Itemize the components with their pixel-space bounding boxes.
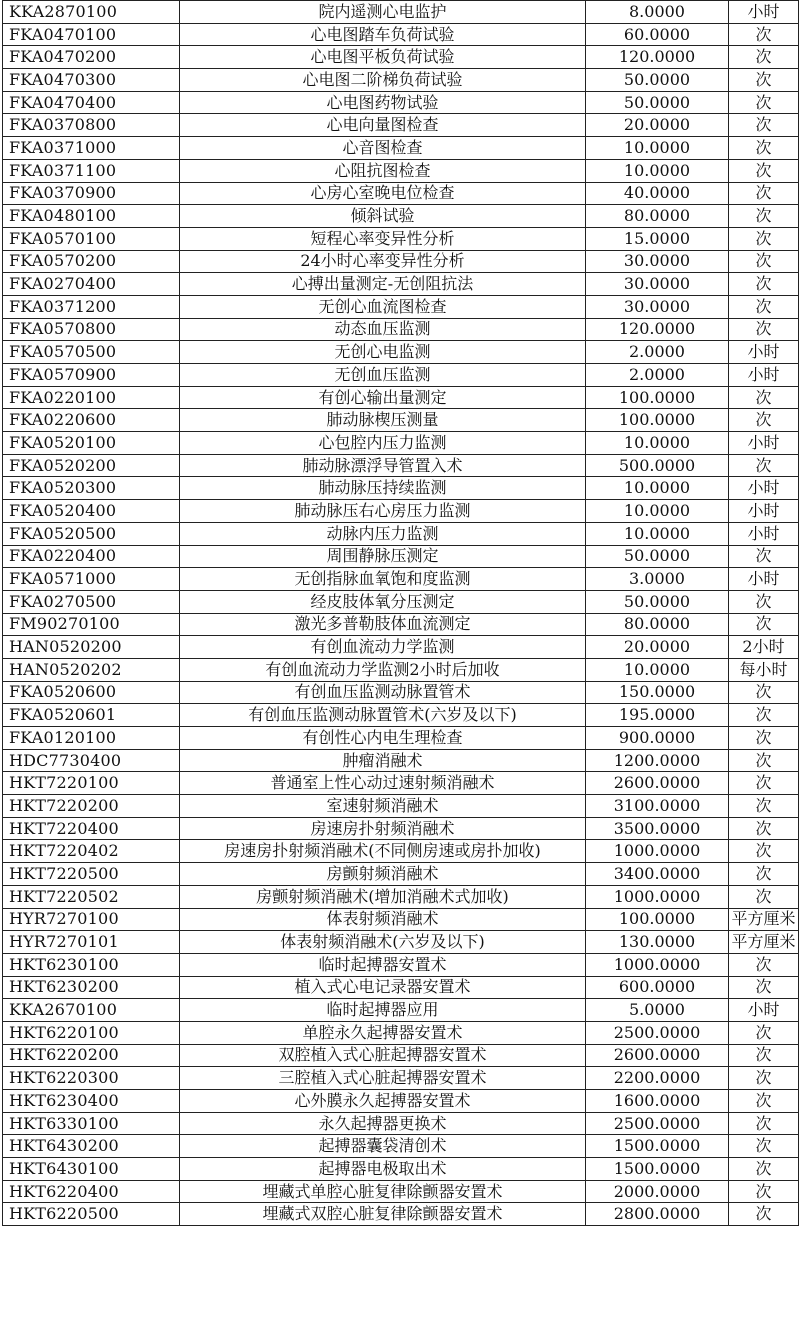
item-code-cell: FKA0370800 bbox=[3, 114, 180, 137]
table-row bbox=[3, 23, 799, 46]
item-code-cell: FKA0520200 bbox=[3, 454, 180, 477]
item-code-cell: FKA0570800 bbox=[3, 318, 180, 341]
item-code-cell: HYR7270100 bbox=[3, 908, 180, 931]
item-price-cell: 2.0000 bbox=[586, 364, 729, 387]
item-unit-cell: 2小时 bbox=[729, 636, 799, 659]
item-price-cell: 1000.0000 bbox=[586, 840, 729, 863]
item-unit-cell: 小时 bbox=[729, 1, 799, 24]
item-price-cell: 10.0000 bbox=[586, 477, 729, 500]
item-code-cell: HKT6430200 bbox=[3, 1135, 180, 1158]
table-row bbox=[3, 1021, 799, 1044]
item-price-cell: 10.0000 bbox=[586, 500, 729, 523]
item-price-cell: 30.0000 bbox=[586, 295, 729, 318]
item-unit-cell: 小时 bbox=[729, 500, 799, 523]
item-name-cell: 无创指脉血氧饱和度监测 bbox=[180, 568, 586, 591]
item-unit-cell: 次 bbox=[729, 159, 799, 182]
item-price-cell: 2500.0000 bbox=[586, 1112, 729, 1135]
item-unit-cell: 小时 bbox=[729, 568, 799, 591]
item-name-cell: 心音图检查 bbox=[180, 137, 586, 160]
item-name-cell: 倾斜试验 bbox=[180, 205, 586, 228]
item-code-cell: KKA2870100 bbox=[3, 1, 180, 24]
item-unit-cell: 次 bbox=[729, 953, 799, 976]
item-code-cell: HKT6220100 bbox=[3, 1021, 180, 1044]
item-unit-cell: 平方厘米 bbox=[729, 908, 799, 931]
item-unit-cell: 次 bbox=[729, 885, 799, 908]
fee-table bbox=[2, 0, 799, 1226]
table-row bbox=[3, 137, 799, 160]
item-price-cell: 2000.0000 bbox=[586, 1180, 729, 1203]
item-unit-cell: 次 bbox=[729, 772, 799, 795]
table-row bbox=[3, 976, 799, 999]
item-price-cell: 10.0000 bbox=[586, 137, 729, 160]
item-name-cell: 肺动脉压持续监测 bbox=[180, 477, 586, 500]
item-price-cell: 80.0000 bbox=[586, 205, 729, 228]
table-row bbox=[3, 999, 799, 1022]
item-code-cell: HDC7730400 bbox=[3, 749, 180, 772]
item-unit-cell: 次 bbox=[729, 318, 799, 341]
item-name-cell: 肺动脉漂浮导管置入术 bbox=[180, 454, 586, 477]
item-code-cell: FKA0371200 bbox=[3, 295, 180, 318]
item-name-cell: 心外膜永久起搏器安置术 bbox=[180, 1090, 586, 1113]
item-price-cell: 8.0000 bbox=[586, 1, 729, 24]
item-name-cell: 院内遥测心电监护 bbox=[180, 1, 586, 24]
item-name-cell: 埋藏式单腔心脏复律除颤器安置术 bbox=[180, 1180, 586, 1203]
table-row bbox=[3, 295, 799, 318]
item-unit-cell: 次 bbox=[729, 386, 799, 409]
item-code-cell: HKT6230200 bbox=[3, 976, 180, 999]
item-unit-cell: 次 bbox=[729, 1135, 799, 1158]
item-code-cell: HAN0520200 bbox=[3, 636, 180, 659]
item-price-cell: 2.0000 bbox=[586, 341, 729, 364]
item-name-cell: 有创血压监测动脉置管术 bbox=[180, 681, 586, 704]
item-name-cell: 周围静脉压测定 bbox=[180, 545, 586, 568]
item-code-cell: FKA0520600 bbox=[3, 681, 180, 704]
table-row bbox=[3, 931, 799, 954]
item-price-cell: 1000.0000 bbox=[586, 885, 729, 908]
item-name-cell: 心房心室晚电位检查 bbox=[180, 182, 586, 205]
table-row bbox=[3, 477, 799, 500]
item-price-cell: 30.0000 bbox=[586, 250, 729, 273]
item-name-cell: 起搏器囊袋清创术 bbox=[180, 1135, 586, 1158]
item-name-cell: 临时起搏器安置术 bbox=[180, 953, 586, 976]
table-row bbox=[3, 545, 799, 568]
item-name-cell: 有创血流动力学监测2小时后加收 bbox=[180, 658, 586, 681]
item-code-cell: FKA0220400 bbox=[3, 545, 180, 568]
item-name-cell: 室速射频消融术 bbox=[180, 795, 586, 818]
item-unit-cell: 次 bbox=[729, 46, 799, 69]
item-name-cell: 房颤射频消融术 bbox=[180, 863, 586, 886]
table-row bbox=[3, 840, 799, 863]
table-row bbox=[3, 1, 799, 24]
item-unit-cell: 次 bbox=[729, 23, 799, 46]
table-row bbox=[3, 1090, 799, 1113]
table-row bbox=[3, 727, 799, 750]
item-code-cell: FKA0571000 bbox=[3, 568, 180, 591]
item-unit-cell: 次 bbox=[729, 69, 799, 92]
table-row bbox=[3, 205, 799, 228]
item-unit-cell: 次 bbox=[729, 205, 799, 228]
item-name-cell: 埋藏式双腔心脏复律除颤器安置术 bbox=[180, 1203, 586, 1226]
item-unit-cell: 次 bbox=[729, 727, 799, 750]
item-name-cell: 无创血压监测 bbox=[180, 364, 586, 387]
item-name-cell: 肺动脉楔压测量 bbox=[180, 409, 586, 432]
table-row bbox=[3, 749, 799, 772]
item-code-cell: HKT6220500 bbox=[3, 1203, 180, 1226]
item-name-cell: 短程心率变异性分析 bbox=[180, 227, 586, 250]
item-price-cell: 195.0000 bbox=[586, 704, 729, 727]
item-name-cell: 有创性心内电生理检查 bbox=[180, 727, 586, 750]
item-name-cell: 房速房扑射频消融术 bbox=[180, 817, 586, 840]
item-code-cell: FKA0371000 bbox=[3, 137, 180, 160]
item-price-cell: 30.0000 bbox=[586, 273, 729, 296]
item-unit-cell: 次 bbox=[729, 840, 799, 863]
item-unit-cell: 小时 bbox=[729, 522, 799, 545]
table-row bbox=[3, 1112, 799, 1135]
item-name-cell: 房速房扑射频消融术(不同侧房速或房扑加收) bbox=[180, 840, 586, 863]
item-unit-cell: 小时 bbox=[729, 477, 799, 500]
item-code-cell: HKT7220400 bbox=[3, 817, 180, 840]
item-code-cell: HKT6220200 bbox=[3, 1044, 180, 1067]
item-code-cell: FKA0470300 bbox=[3, 69, 180, 92]
item-price-cell: 1000.0000 bbox=[586, 953, 729, 976]
item-price-cell: 50.0000 bbox=[586, 545, 729, 568]
item-name-cell: 经皮肢体氧分压测定 bbox=[180, 590, 586, 613]
table-row bbox=[3, 613, 799, 636]
item-price-cell: 40.0000 bbox=[586, 182, 729, 205]
item-unit-cell: 次 bbox=[729, 545, 799, 568]
table-row bbox=[3, 159, 799, 182]
item-code-cell: HKT6430100 bbox=[3, 1158, 180, 1181]
item-code-cell: FKA0520500 bbox=[3, 522, 180, 545]
item-name-cell: 心电向量图检查 bbox=[180, 114, 586, 137]
item-unit-cell: 小时 bbox=[729, 432, 799, 455]
item-code-cell: HKT6220300 bbox=[3, 1067, 180, 1090]
item-code-cell: FKA0270400 bbox=[3, 273, 180, 296]
item-code-cell: FKA0470200 bbox=[3, 46, 180, 69]
item-code-cell: HKT6230400 bbox=[3, 1090, 180, 1113]
table-row bbox=[3, 364, 799, 387]
item-name-cell: 有创血流动力学监测 bbox=[180, 636, 586, 659]
item-code-cell: FKA0220100 bbox=[3, 386, 180, 409]
table-row bbox=[3, 250, 799, 273]
item-price-cell: 130.0000 bbox=[586, 931, 729, 954]
item-name-cell: 临时起搏器应用 bbox=[180, 999, 586, 1022]
item-unit-cell: 次 bbox=[729, 1067, 799, 1090]
item-unit-cell: 平方厘米 bbox=[729, 931, 799, 954]
item-unit-cell: 次 bbox=[729, 681, 799, 704]
fee-table-body bbox=[3, 1, 799, 1226]
item-price-cell: 10.0000 bbox=[586, 522, 729, 545]
table-row bbox=[3, 1135, 799, 1158]
item-unit-cell: 次 bbox=[729, 613, 799, 636]
item-code-cell: HKT7220502 bbox=[3, 885, 180, 908]
item-code-cell: FKA0470400 bbox=[3, 91, 180, 114]
item-name-cell: 肺动脉压右心房压力监测 bbox=[180, 500, 586, 523]
table-row bbox=[3, 46, 799, 69]
item-price-cell: 2800.0000 bbox=[586, 1203, 729, 1226]
item-price-cell: 1500.0000 bbox=[586, 1135, 729, 1158]
item-price-cell: 120.0000 bbox=[586, 318, 729, 341]
table-row bbox=[3, 795, 799, 818]
item-name-cell: 体表射频消融术(六岁及以下) bbox=[180, 931, 586, 954]
item-unit-cell: 次 bbox=[729, 1203, 799, 1226]
item-price-cell: 50.0000 bbox=[586, 91, 729, 114]
table-row bbox=[3, 386, 799, 409]
item-unit-cell: 次 bbox=[729, 91, 799, 114]
item-price-cell: 900.0000 bbox=[586, 727, 729, 750]
item-name-cell: 心阻抗图检查 bbox=[180, 159, 586, 182]
item-price-cell: 2600.0000 bbox=[586, 772, 729, 795]
item-price-cell: 50.0000 bbox=[586, 69, 729, 92]
item-price-cell: 1200.0000 bbox=[586, 749, 729, 772]
item-price-cell: 50.0000 bbox=[586, 590, 729, 613]
item-price-cell: 10.0000 bbox=[586, 658, 729, 681]
table-row bbox=[3, 568, 799, 591]
item-code-cell: FKA0370900 bbox=[3, 182, 180, 205]
item-name-cell: 永久起搏器更换术 bbox=[180, 1112, 586, 1135]
item-unit-cell: 次 bbox=[729, 137, 799, 160]
item-price-cell: 1500.0000 bbox=[586, 1158, 729, 1181]
item-code-cell: FKA0470100 bbox=[3, 23, 180, 46]
item-code-cell: FKA0520400 bbox=[3, 500, 180, 523]
item-code-cell: FKA0570100 bbox=[3, 227, 180, 250]
item-unit-cell: 小时 bbox=[729, 364, 799, 387]
table-row bbox=[3, 772, 799, 795]
table-row bbox=[3, 500, 799, 523]
item-name-cell: 有创血压监测动脉置管术(六岁及以下) bbox=[180, 704, 586, 727]
item-name-cell: 双腔植入式心脏起搏器安置术 bbox=[180, 1044, 586, 1067]
item-unit-cell: 次 bbox=[729, 976, 799, 999]
item-unit-cell: 次 bbox=[729, 1112, 799, 1135]
item-price-cell: 1600.0000 bbox=[586, 1090, 729, 1113]
item-code-cell: FM90270100 bbox=[3, 613, 180, 636]
table-row bbox=[3, 318, 799, 341]
item-unit-cell: 小时 bbox=[729, 341, 799, 364]
item-price-cell: 2200.0000 bbox=[586, 1067, 729, 1090]
table-row bbox=[3, 681, 799, 704]
table-row bbox=[3, 817, 799, 840]
item-name-cell: 心包腔内压力监测 bbox=[180, 432, 586, 455]
item-price-cell: 3400.0000 bbox=[586, 863, 729, 886]
item-name-cell: 心电图平板负荷试验 bbox=[180, 46, 586, 69]
item-name-cell: 肿瘤消融术 bbox=[180, 749, 586, 772]
item-name-cell: 普通室上性心动过速射频消融术 bbox=[180, 772, 586, 795]
item-price-cell: 100.0000 bbox=[586, 386, 729, 409]
item-name-cell: 心电图二阶梯负荷试验 bbox=[180, 69, 586, 92]
item-code-cell: FKA0520601 bbox=[3, 704, 180, 727]
item-unit-cell: 次 bbox=[729, 1044, 799, 1067]
item-name-cell: 植入式心电记录器安置术 bbox=[180, 976, 586, 999]
item-price-cell: 100.0000 bbox=[586, 409, 729, 432]
item-price-cell: 3100.0000 bbox=[586, 795, 729, 818]
item-code-cell: FKA0120100 bbox=[3, 727, 180, 750]
item-price-cell: 5.0000 bbox=[586, 999, 729, 1022]
table-row bbox=[3, 454, 799, 477]
item-code-cell: HKT6230100 bbox=[3, 953, 180, 976]
item-code-cell: FKA0220600 bbox=[3, 409, 180, 432]
item-code-cell: FKA0371100 bbox=[3, 159, 180, 182]
table-row bbox=[3, 273, 799, 296]
table-row bbox=[3, 114, 799, 137]
item-name-cell: 无创心血流图检查 bbox=[180, 295, 586, 318]
item-name-cell: 激光多普勒肢体血流测定 bbox=[180, 613, 586, 636]
table-row bbox=[3, 908, 799, 931]
item-unit-cell: 每小时 bbox=[729, 658, 799, 681]
table-row bbox=[3, 341, 799, 364]
table-row bbox=[3, 704, 799, 727]
item-name-cell: 三腔植入式心脏起搏器安置术 bbox=[180, 1067, 586, 1090]
item-price-cell: 120.0000 bbox=[586, 46, 729, 69]
table-row bbox=[3, 863, 799, 886]
item-name-cell: 心搏出量测定-无创阻抗法 bbox=[180, 273, 586, 296]
item-name-cell: 体表射频消融术 bbox=[180, 908, 586, 931]
table-row bbox=[3, 91, 799, 114]
item-price-cell: 500.0000 bbox=[586, 454, 729, 477]
item-price-cell: 15.0000 bbox=[586, 227, 729, 250]
item-name-cell: 心电图踏车负荷试验 bbox=[180, 23, 586, 46]
item-code-cell: FKA0270500 bbox=[3, 590, 180, 613]
item-unit-cell: 次 bbox=[729, 863, 799, 886]
item-price-cell: 10.0000 bbox=[586, 432, 729, 455]
item-name-cell: 24小时心率变异性分析 bbox=[180, 250, 586, 273]
item-name-cell: 动脉内压力监测 bbox=[180, 522, 586, 545]
table-row bbox=[3, 227, 799, 250]
item-unit-cell: 次 bbox=[729, 704, 799, 727]
item-price-cell: 600.0000 bbox=[586, 976, 729, 999]
item-unit-cell: 次 bbox=[729, 227, 799, 250]
item-price-cell: 150.0000 bbox=[586, 681, 729, 704]
item-code-cell: KKA2670100 bbox=[3, 999, 180, 1022]
item-name-cell: 动态血压监测 bbox=[180, 318, 586, 341]
item-code-cell: HKT6220400 bbox=[3, 1180, 180, 1203]
item-price-cell: 80.0000 bbox=[586, 613, 729, 636]
item-unit-cell: 次 bbox=[729, 273, 799, 296]
item-unit-cell: 次 bbox=[729, 454, 799, 477]
item-code-cell: HYR7270101 bbox=[3, 931, 180, 954]
item-unit-cell: 次 bbox=[729, 1158, 799, 1181]
table-row bbox=[3, 885, 799, 908]
table-row bbox=[3, 409, 799, 432]
item-unit-cell: 次 bbox=[729, 409, 799, 432]
table-row bbox=[3, 432, 799, 455]
item-code-cell: HKT6330100 bbox=[3, 1112, 180, 1135]
table-row bbox=[3, 1067, 799, 1090]
item-unit-cell: 次 bbox=[729, 795, 799, 818]
item-unit-cell: 次 bbox=[729, 295, 799, 318]
item-price-cell: 2500.0000 bbox=[586, 1021, 729, 1044]
item-code-cell: FKA0570900 bbox=[3, 364, 180, 387]
table-row bbox=[3, 69, 799, 92]
item-code-cell: FKA0520300 bbox=[3, 477, 180, 500]
item-code-cell: HKT7220402 bbox=[3, 840, 180, 863]
item-unit-cell: 次 bbox=[729, 1021, 799, 1044]
item-price-cell: 100.0000 bbox=[586, 908, 729, 931]
item-price-cell: 20.0000 bbox=[586, 114, 729, 137]
item-code-cell: HKT7220100 bbox=[3, 772, 180, 795]
item-unit-cell: 次 bbox=[729, 1090, 799, 1113]
item-unit-cell: 次 bbox=[729, 1180, 799, 1203]
item-price-cell: 3.0000 bbox=[586, 568, 729, 591]
item-code-cell: FKA0570500 bbox=[3, 341, 180, 364]
item-code-cell: FKA0570200 bbox=[3, 250, 180, 273]
item-unit-cell: 次 bbox=[729, 250, 799, 273]
table-row bbox=[3, 1180, 799, 1203]
table-row bbox=[3, 1158, 799, 1181]
table-row bbox=[3, 1044, 799, 1067]
table-row bbox=[3, 182, 799, 205]
item-code-cell: HKT7220500 bbox=[3, 863, 180, 886]
item-name-cell: 单腔永久起搏器安置术 bbox=[180, 1021, 586, 1044]
item-code-cell: HAN0520202 bbox=[3, 658, 180, 681]
item-unit-cell: 次 bbox=[729, 749, 799, 772]
table-row bbox=[3, 953, 799, 976]
item-price-cell: 60.0000 bbox=[586, 23, 729, 46]
table-row bbox=[3, 636, 799, 659]
table-row bbox=[3, 590, 799, 613]
item-unit-cell: 次 bbox=[729, 817, 799, 840]
table-row bbox=[3, 1203, 799, 1226]
item-price-cell: 10.0000 bbox=[586, 159, 729, 182]
item-price-cell: 2600.0000 bbox=[586, 1044, 729, 1067]
item-price-cell: 20.0000 bbox=[586, 636, 729, 659]
item-name-cell: 心电图药物试验 bbox=[180, 91, 586, 114]
item-price-cell: 3500.0000 bbox=[586, 817, 729, 840]
table-row bbox=[3, 522, 799, 545]
item-unit-cell: 次 bbox=[729, 590, 799, 613]
item-name-cell: 起搏器电极取出术 bbox=[180, 1158, 586, 1181]
item-code-cell: HKT7220200 bbox=[3, 795, 180, 818]
item-code-cell: FKA0520100 bbox=[3, 432, 180, 455]
table-row bbox=[3, 658, 799, 681]
item-name-cell: 无创心电监测 bbox=[180, 341, 586, 364]
item-unit-cell: 次 bbox=[729, 182, 799, 205]
item-name-cell: 房颤射频消融术(增加消融术式加收) bbox=[180, 885, 586, 908]
item-code-cell: FKA0480100 bbox=[3, 205, 180, 228]
item-unit-cell: 次 bbox=[729, 114, 799, 137]
item-name-cell: 有创心输出量测定 bbox=[180, 386, 586, 409]
item-unit-cell: 小时 bbox=[729, 999, 799, 1022]
